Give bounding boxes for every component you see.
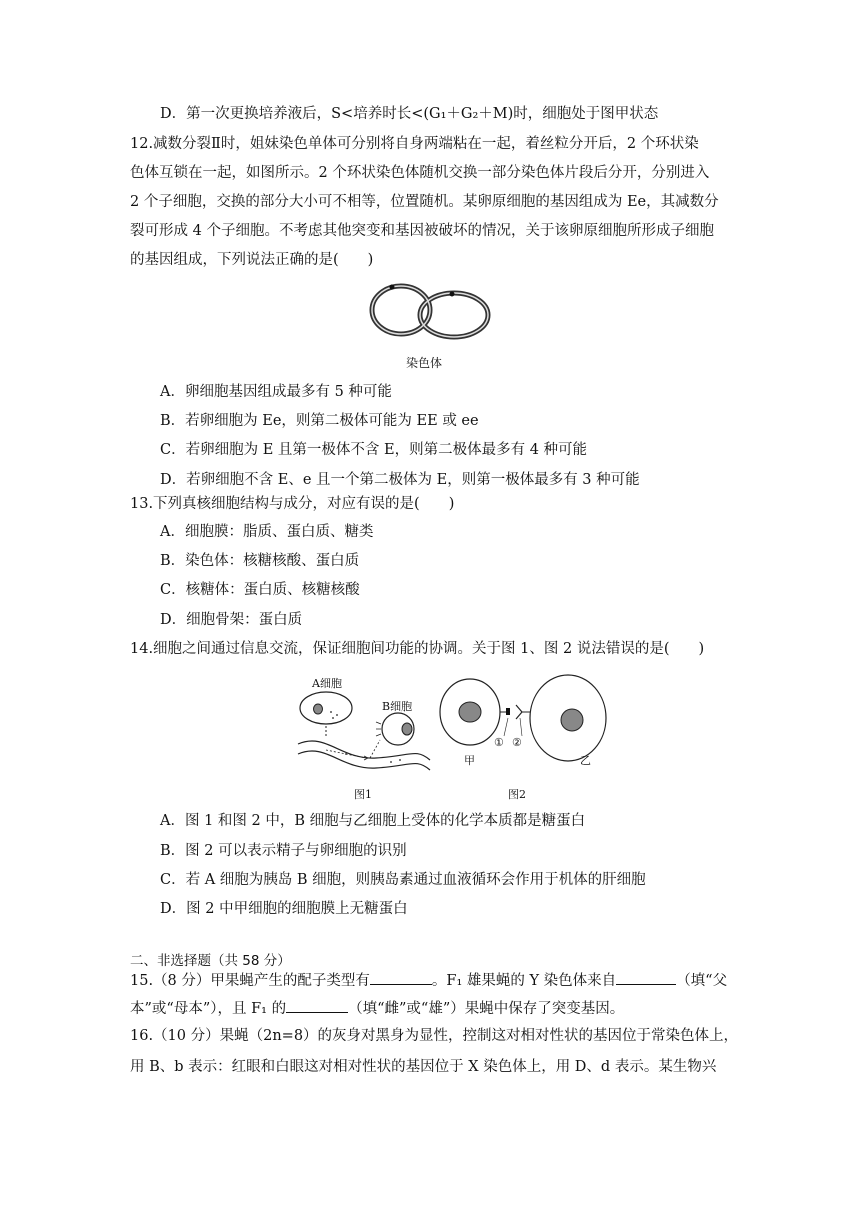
fig1-caption: 图1: [354, 788, 372, 801]
q13-option-a: A．细胞膜：脂质、蛋白质、糖类: [160, 524, 374, 540]
q15-text: 。F₁ 雄果蝇的 Y 染色体来自: [431, 973, 617, 989]
q15-line-1: [130, 970, 727, 991]
jia-cell-nucleus: [459, 702, 481, 722]
q15-text: （填“父: [676, 973, 728, 989]
q12-stem-line: 裂可形成 4 个子细胞。不考虑其他突变和基因被破坏的情况，关于该卵原细胞所形成子细胞: [130, 223, 714, 239]
q13-option-c: C．核糖体：蛋白质、核糖核酸: [160, 582, 360, 598]
q12-option-b: B．若卵细胞为 Ee，则第二极体可能为 EE 或 ee: [160, 413, 479, 429]
receptor-shape: [516, 705, 522, 719]
fig2-label-yi: 乙: [580, 754, 591, 767]
q13-stem: 13.下列真核细胞结构与成分，对应有误的是( ): [130, 496, 455, 512]
blood-vessel-upper-wall: [298, 741, 430, 760]
q12-stem-line: 的基因组成，下列说法正确的是( ): [130, 252, 374, 268]
q12-stem-line: 12.减数分裂Ⅱ时，姐妹染色单体可分别将自身两端粘在一起，着丝粒分开后，2 个环状染: [130, 136, 699, 152]
q16-line: 用 B、b 表示：红眼和白眼这对相对性状的基因位于 X 染色体上，用 D、d 表示。某生物兴: [130, 1059, 717, 1075]
a-cell-nucleus: [314, 704, 323, 714]
q13-option-d: D．细胞骨架：蛋白质: [160, 612, 303, 628]
fig2-label-2: ②: [512, 736, 522, 749]
interlocked-ring-chromosomes-figure: [368, 282, 493, 344]
fig2-label-1: ①: [494, 736, 504, 749]
centromere-dot: [450, 292, 455, 297]
a-cell: [300, 692, 352, 724]
q14-option-d: D．图 2 中甲细胞的细胞膜上无糖蛋白: [160, 901, 408, 917]
q12-figure-caption: 染色体: [406, 356, 443, 370]
fig2-caption: 图2: [508, 788, 526, 801]
q12-option-d: D．若卵细胞不含 E、e 且一个第二极体为 E，则第一极体最多有 3 种可能: [160, 472, 640, 488]
b-cell-nucleus: [402, 723, 412, 735]
q12-option-c: C．若卵细胞为 E 且第一极体不含 E，则第二极体最多有 4 种可能: [160, 442, 588, 458]
q15-blank-3[interactable]: [286, 998, 348, 1013]
q15-blank-1[interactable]: [370, 970, 432, 985]
yi-cell-nucleus: [561, 709, 583, 731]
q11-option-d: D．第一次更换培养液后，S<培养时长<(G₁＋G₂＋M)时，细胞处于图甲状态: [160, 106, 659, 122]
centromere-dot: [390, 285, 395, 290]
q15-blank-2[interactable]: [616, 970, 676, 985]
fig1-label-a-cell: A细胞: [312, 677, 342, 690]
signal-molecule: [506, 708, 510, 715]
q15-text: （填“雌”或“雄”）果蝇中保存了突变基因。: [348, 1001, 625, 1017]
q14-option-c: C．若 A 细胞为胰岛 B 细胞，则胰岛素通过血液循环会作用于机体的肝细胞: [160, 872, 646, 888]
q14-option-b: B．图 2 可以表示精子与卵细胞的识别: [160, 843, 407, 859]
q15-line-2: [130, 998, 624, 1019]
section-2-heading: 二、非选择题（共 58 分）: [130, 953, 291, 969]
q12-option-a: A．卵细胞基因组成最多有 5 种可能: [160, 384, 392, 400]
fig2-label-jia: 甲: [464, 754, 475, 767]
q16-line: 16.（10 分）果蝇（2n=8）的灰身对黑身为显性，控制这对相对性状的基因位于常染色体上，: [130, 1028, 739, 1044]
q15-text: 本”或“母本”），且 F₁ 的: [130, 1001, 287, 1017]
q15-text: 15.（8 分）甲果蝇产生的配子类型有: [130, 973, 370, 989]
q13-option-b: B．染色体：核糖核酸、蛋白质: [160, 553, 360, 569]
q12-stem-line: 2 个子细胞，交换的部分大小可不相等，位置随机。某卵原细胞的基因组成为 Ee，其减数分: [130, 194, 719, 210]
q14-option-a: A．图 1 和图 2 中，B 细胞与乙细胞上受体的化学本质都是糖蛋白: [160, 813, 586, 829]
fig1-label-b-cell: B细胞: [382, 700, 413, 713]
q14-stem: 14.细胞之间通过信息交流，保证细胞间功能的协调。关于图 1、图 2 说法错误的是( ): [130, 641, 705, 657]
q12-stem-line: 色体互锁在一起，如图所示。2 个环状染色体随机交换一部分染色体片段后分开，分别进入: [130, 165, 710, 181]
